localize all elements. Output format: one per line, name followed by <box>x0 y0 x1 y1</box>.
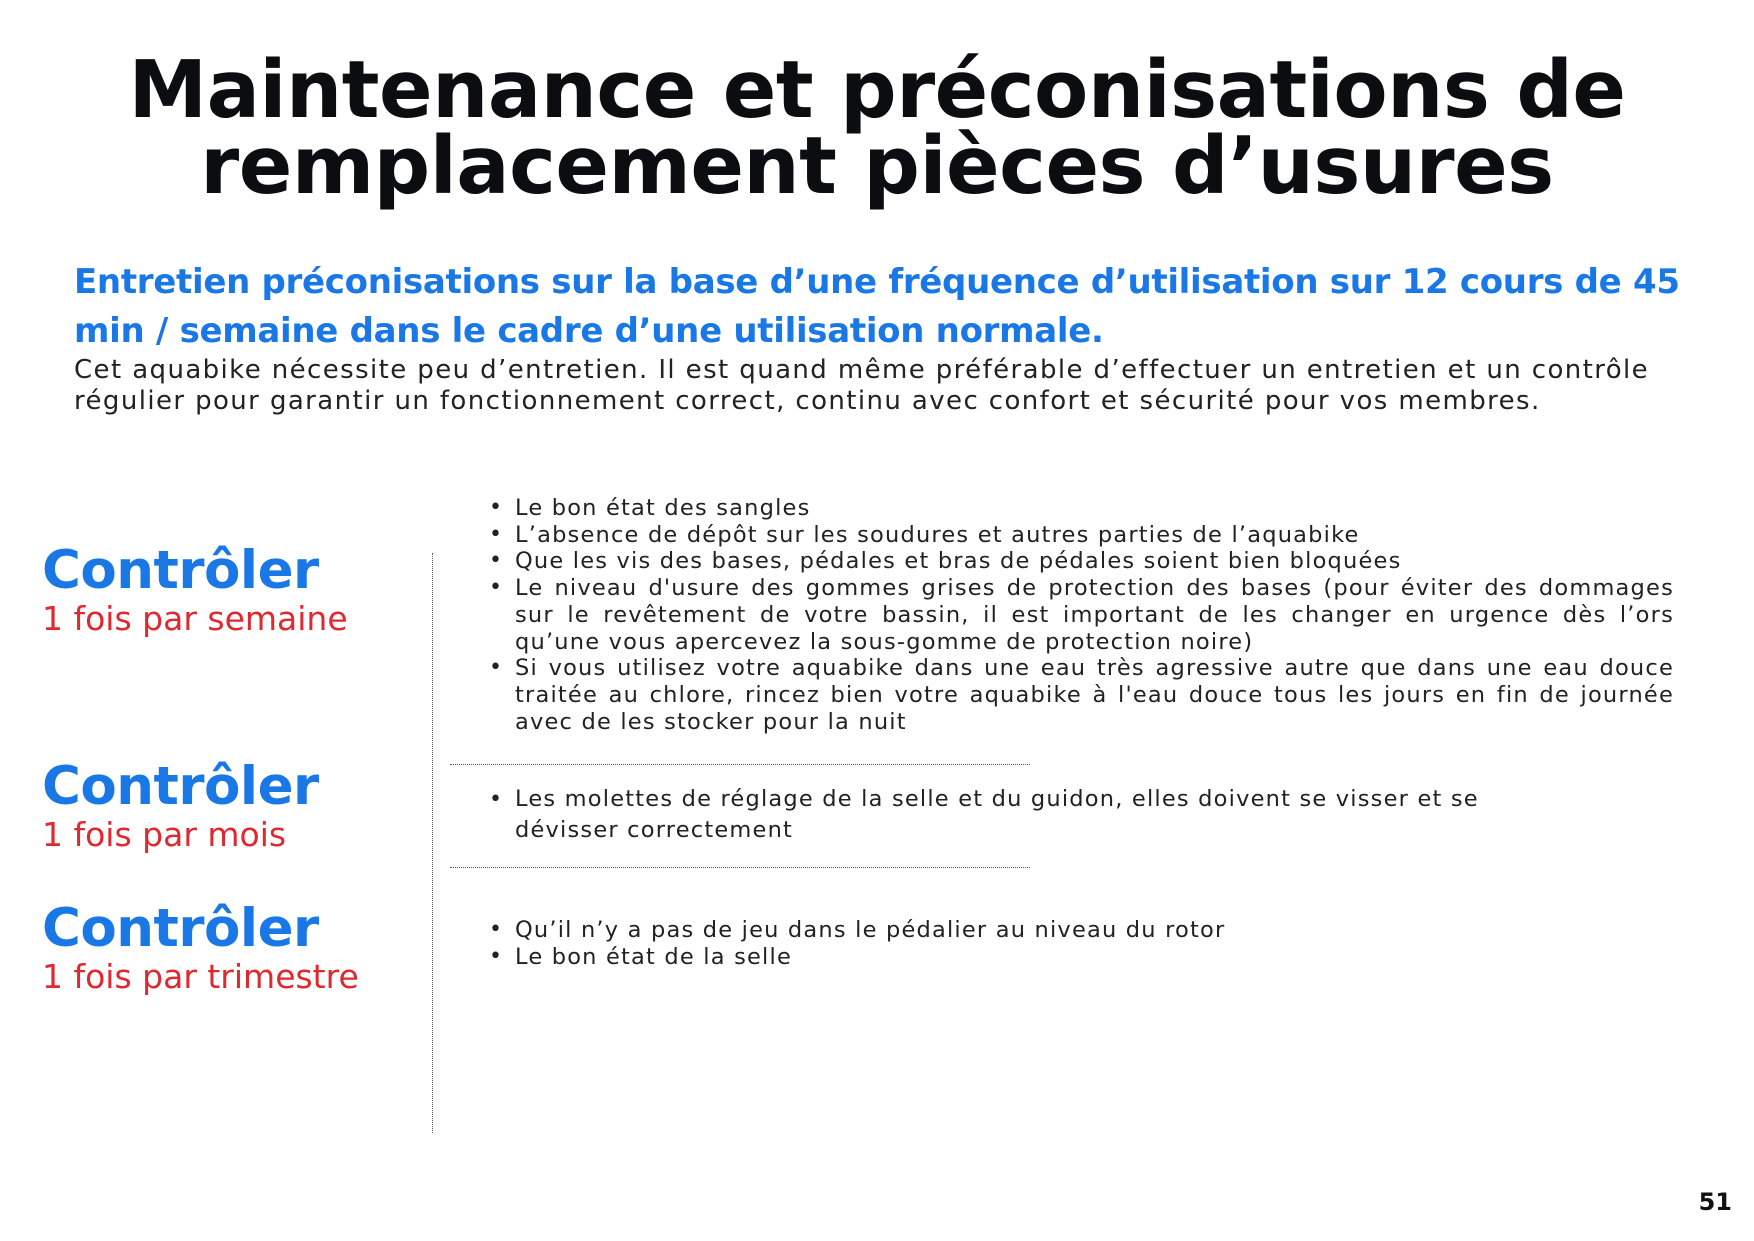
section-weekly-list <box>487 495 1674 735</box>
list-item-text: Si vous utilisez votre aquabike dans une eau très agressive autre que dans une eau douce traitée au chlore, rincez bien votre aquabike à l'eau douce tous les jours en fin de journée avec de les stocker pour la nuit <box>515 655 1674 735</box>
vertical-divider <box>432 553 433 1133</box>
list-item <box>487 784 1547 846</box>
section-quarterly-label <box>42 900 359 996</box>
section-divider-2 <box>450 867 1030 868</box>
section-monthly-list <box>487 784 1547 846</box>
list-item <box>487 522 1674 549</box>
page-title-line-1: Maintenance et préconisations de <box>128 44 1626 136</box>
section-heading: Contrôler <box>42 898 319 959</box>
section-quarterly-list <box>487 917 1674 970</box>
bullet-icon: • <box>489 787 504 812</box>
section-frequency: 1 fois par semaine <box>42 599 348 638</box>
bullet-icon: • <box>489 521 504 547</box>
list-item <box>487 548 1674 575</box>
bullet-icon: • <box>489 495 504 520</box>
bullet-icon: • <box>489 917 504 942</box>
section-weekly-label <box>42 542 348 638</box>
section-frequency: 1 fois par trimestre <box>42 957 359 996</box>
section-heading: Contrôler <box>42 756 319 817</box>
list-item-text: Le bon état de la selle <box>515 943 793 970</box>
list-item-text: Les molettes de réglage de la selle et du guidon, elles doivent se visser et se dévisser correctement <box>515 786 1479 843</box>
page-title <box>0 44 1754 212</box>
section-heading: Contrôler <box>42 540 319 601</box>
list-item <box>487 917 1674 944</box>
page-title-line-2: remplacement pièces d’usures <box>200 120 1554 212</box>
section-monthly-label <box>42 758 319 854</box>
bullet-icon: • <box>489 575 504 601</box>
list-item-text: Le bon état des sangles <box>515 495 811 521</box>
section-divider-1 <box>450 764 1030 765</box>
list-item-text: L’absence de dépôt sur les soudures et autres parties de l’aquabike <box>515 521 1360 548</box>
bullet-icon: • <box>489 655 504 681</box>
list-item-text: Qu’il n’y a pas de jeu dans le pédalier au niveau du rotor <box>515 917 1226 943</box>
list-item <box>487 655 1674 735</box>
subtitle: Entretien préconisations sur la base d’une fréquence d’utilisation sur 12 cours de 45 min / semaine dans le cadre d’une utilisation normale. <box>74 262 1680 351</box>
list-item-text: Que les vis des bases, pédales et bras de pédales soient bien bloquées <box>515 548 1402 575</box>
section-frequency: 1 fois par mois <box>42 815 287 854</box>
list-item <box>487 944 1674 971</box>
list-item <box>487 575 1674 655</box>
list-item-text: Le niveau d'usure des gommes grises de protection des bases (pour éviter des dommages sur le revêtement de votre bassin, il est important de les changer en urgence dès l’ors qu’une vous apercevez la sous-gomme de protection noire) <box>515 575 1674 655</box>
list-item <box>487 495 1674 522</box>
bullet-icon: • <box>489 548 504 574</box>
bullet-icon: • <box>489 943 504 969</box>
page-number: 51 <box>1698 1188 1732 1216</box>
intro-paragraph: Cet aquabike nécessite peu d’entretien. Il est quand même préférable d’effectuer un entretien et un contrôle régulier pour garantir un fonctionnement correct, continu avec confort et sécurité pour vos membres. <box>74 355 1650 416</box>
